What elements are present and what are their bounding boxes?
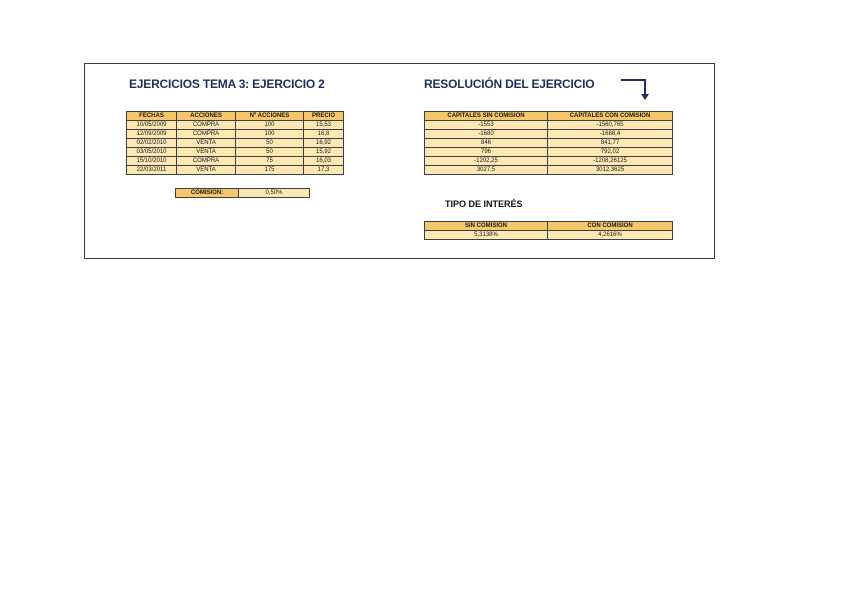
table-header-row (425, 222, 673, 231)
cell: 15,53 (304, 121, 344, 130)
table-row (425, 121, 673, 130)
cell: 15,92 (304, 148, 344, 157)
cell: 100 (236, 130, 304, 139)
cell: -1202,25 (425, 157, 548, 166)
right-title: RESOLUCIÓN DEL EJERCICIO (424, 77, 595, 91)
cell: -1688,4 (548, 130, 673, 139)
cell: COMPRA (177, 121, 236, 130)
col-header-num-acciones: Nº ACCIONES (236, 112, 304, 121)
cell: 100 (236, 121, 304, 130)
cell: 10/05/2009 (127, 121, 177, 130)
capitals-table (424, 111, 673, 175)
cell: -1553 (425, 121, 548, 130)
interest-table (424, 221, 673, 240)
table-row (425, 157, 673, 166)
col-header-capitales-con: CAPITALES CON COMISIÓN (548, 112, 673, 121)
cell: 50 (236, 139, 304, 148)
col-header-sin-comision: SIN COMISIÓN (425, 222, 548, 231)
cell: 841,77 (548, 139, 673, 148)
cell: 22/03/2011 (127, 166, 177, 175)
cell: 16,03 (304, 157, 344, 166)
table-row (425, 148, 673, 157)
table-row (127, 148, 344, 157)
cell: 792,02 (548, 148, 673, 157)
col-header-capitales-sin: CAPITALES SIN COMISIÓN (425, 112, 548, 121)
col-header-acciones: ACCIONES (177, 112, 236, 121)
cell: -1208,26125 (548, 157, 673, 166)
cell: 03/05/2010 (127, 148, 177, 157)
cell: -1680 (425, 130, 548, 139)
table-row (425, 139, 673, 148)
cell: 17,3 (304, 166, 344, 175)
cell: 75 (236, 157, 304, 166)
commission-value: 0,50% (239, 189, 310, 198)
cell: 50 (236, 148, 304, 157)
table-row (127, 130, 344, 139)
table-row (127, 166, 344, 175)
col-header-precio: PRECIO (304, 112, 344, 121)
table-row (425, 231, 673, 240)
cell: 15/10/2010 (127, 157, 177, 166)
table-header-row (127, 112, 344, 121)
interest-sin-value: 5,3138% (425, 231, 548, 240)
cell: -1560,765 (548, 121, 673, 130)
col-header-con-comision: CON COMISIÓN (548, 222, 673, 231)
commission-table (175, 188, 310, 198)
table-row (127, 157, 344, 166)
cell: 02/02/2010 (127, 139, 177, 148)
table-row (127, 139, 344, 148)
left-title: EJERCICIOS TEMA 3: EJERCICIO 2 (129, 77, 325, 91)
table-header-row (425, 112, 673, 121)
cell: COMPRA (177, 157, 236, 166)
commission-row (176, 189, 310, 198)
col-header-fechas: FECHAS (127, 112, 177, 121)
cell: 796 (425, 148, 548, 157)
cell: VENTA (177, 148, 236, 157)
table-row (127, 121, 344, 130)
cell: 846 (425, 139, 548, 148)
cell: VENTA (177, 166, 236, 175)
operations-table (126, 111, 344, 175)
table-row (425, 166, 673, 175)
cell: 175 (236, 166, 304, 175)
cell: VENTA (177, 139, 236, 148)
commission-label: COMISIÓN: (176, 189, 239, 198)
cell: 16,92 (304, 139, 344, 148)
cell: 12/09/2009 (127, 130, 177, 139)
cell: 3027,5 (425, 166, 548, 175)
table-row (425, 130, 673, 139)
cell: 16,8 (304, 130, 344, 139)
interest-con-value: 4,2616% (548, 231, 673, 240)
cell: COMPRA (177, 130, 236, 139)
cell: 3012,3625 (548, 166, 673, 175)
interest-title: TIPO DE INTERÉS (445, 199, 523, 209)
down-right-arrow-icon (619, 77, 653, 103)
